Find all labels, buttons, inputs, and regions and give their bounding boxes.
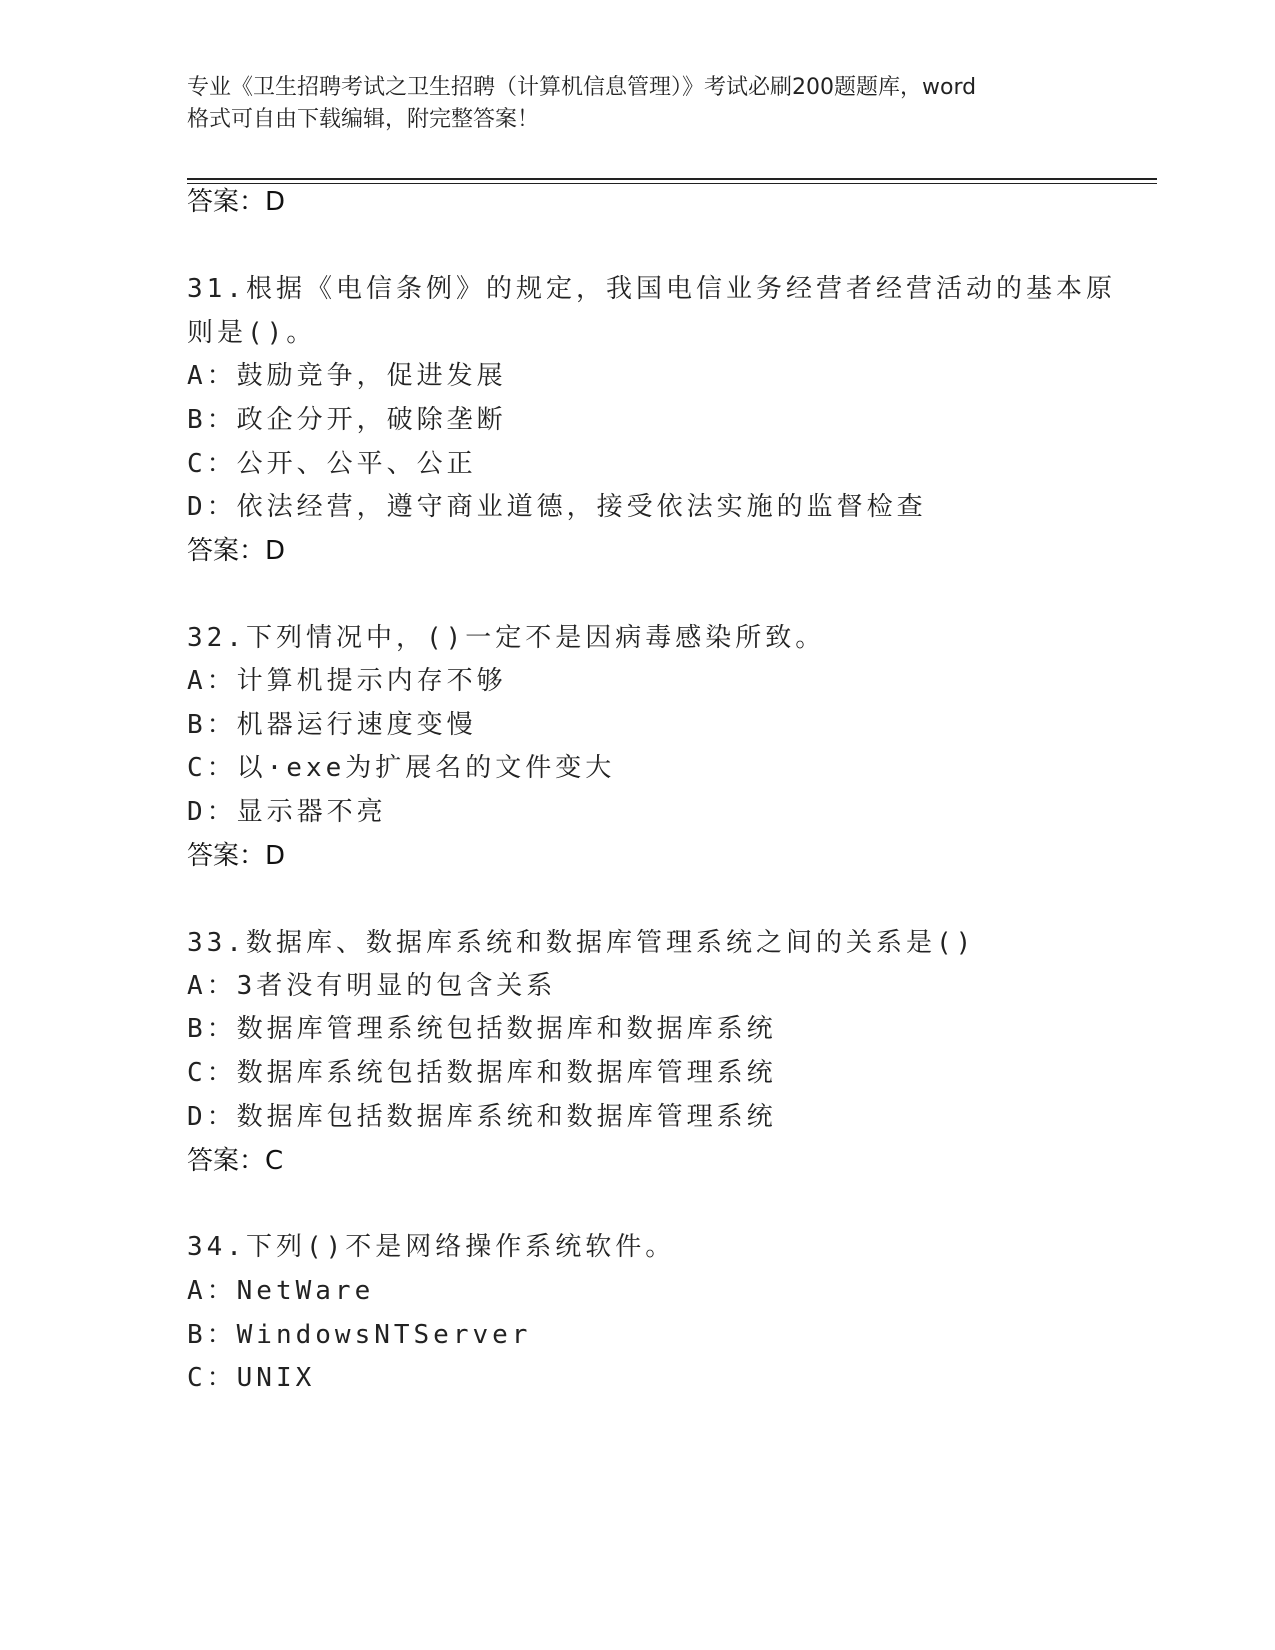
question-34-option-b: B：WindowsNTServer (187, 1320, 532, 1350)
question-34-option-c: C：UNIX (187, 1363, 316, 1393)
question-31-text-line-2: 则是()。 (187, 318, 317, 348)
question-31-answer: 答案：D (187, 536, 286, 566)
question-32-option-b: B：机器运行速度变慢 (187, 710, 477, 740)
question-32-answer: 答案：D (187, 841, 286, 871)
question-33-text-line-1: 33.数据库、数据库系统和数据库管理系统之间的关系是() (187, 928, 976, 958)
question-34-text-line-1: 34.下列()不是网络操作系统软件。 (187, 1232, 676, 1262)
page-header (187, 72, 1087, 136)
header-divider-thick (187, 178, 1157, 180)
question-31-option-d: D：依法经营，遵守商业道德，接受依法实施的监督检查 (187, 492, 927, 522)
question-34-option-a: A：NetWare (187, 1276, 375, 1306)
question-33-option-a: A：3者没有明显的包含关系 (187, 971, 557, 1001)
question-33-option-c: C：数据库系统包括数据库和数据库管理系统 (187, 1058, 777, 1088)
question-33-option-d: D：数据库包括数据库系统和数据库管理系统 (187, 1102, 777, 1132)
question-33-answer: 答案：C (187, 1146, 284, 1176)
question-31-text-line-1: 31.根据《电信条例》的规定，我国电信业务经营者经营活动的基本原 (187, 274, 1116, 304)
question-32-text-line-1: 32.下列情况中，()一定不是因病毒感染所致。 (187, 623, 826, 653)
header-line-2: 格式可自由下载编辑，附完整答案！ (187, 107, 540, 132)
question-32-option-d: D：显示器不亮 (187, 797, 387, 827)
question-33-option-b: B：数据库管理系统包括数据库和数据库系统 (187, 1014, 777, 1044)
previous-answer: 答案：D (187, 187, 286, 217)
header-line-1: 专业《卫生招聘考试之卫生招聘（计算机信息管理）》考试必刷200题题库，word (187, 75, 977, 100)
question-32-option-c: C：以·exe为扩展名的文件变大 (187, 753, 616, 783)
question-32-option-a: A：计算机提示内存不够 (187, 666, 507, 696)
question-31-option-a: A：鼓励竞争，促进发展 (187, 361, 507, 391)
question-31-option-c: C：公开、公平、公正 (187, 449, 477, 479)
question-31-option-b: B：政企分开，破除垄断 (187, 405, 507, 435)
header-divider-thin (187, 183, 1157, 184)
